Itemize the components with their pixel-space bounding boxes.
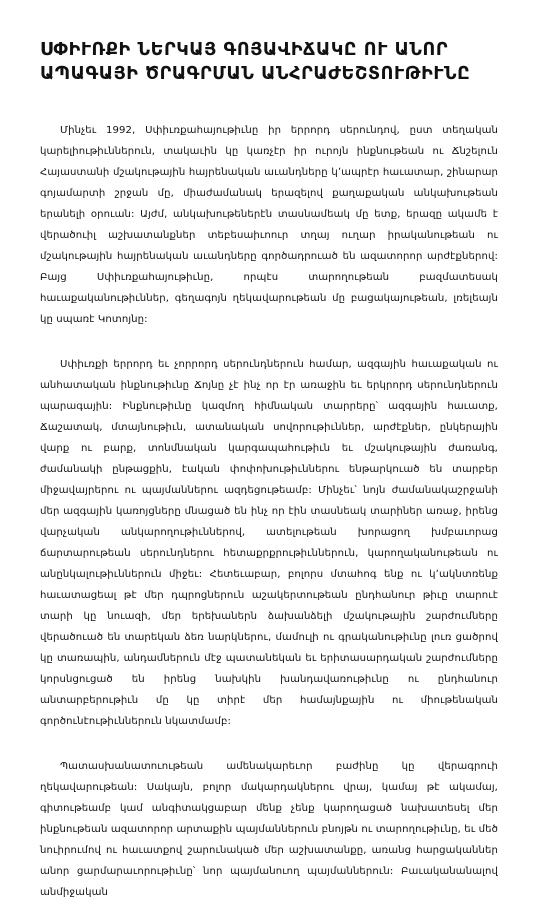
title-line-2: ԱՊԱԳԱՅԻ ԾՐԱԳՐՄԱՆ ԱՆՀՐԱԺԵՇՏՈՒԹԻՒՆԸ (40, 64, 471, 84)
paragraph-3: Պատասխանատուութեան ամենակարեւոր բաժինը կը վերագրուի ղեկավարութեան: Սակայն, բոլոր մակարդակներու վրայ, կամայ թէ ակամայ, գիտութեամբ կամ անգիտակցաբար մենք չենք կարողացած նախատեսել մեր ինքնութեան ազատորոր արտաքին պայմաններուն բնոյթն ու տարողութիւնը, եւ մեծ նուիրումով ու հաւատքով շարունակած մեր աշխատանքը, առանց հարցականներ անոր ցարմարաւորութիւնը՝ նոր պայմանուող պայմաններուն: Բաւականանալով անմիջական (40, 761, 498, 898)
document-title (40, 38, 498, 86)
title-line-1: ՍՓԻՒՌՔԻ ՆԵՐԿԱՅ ԳՈՅԱՎԻՃԱԿԸ ՈՒ ԱՆՈՐ (40, 40, 449, 60)
paragraph-1: Մինչեւ 1992, Սփիւռքահայութիւնը իր երրորդ սերունդով, ըստ տեղական կարելիութիւններուն, տակաւին կը կառչէր իր ուրոյն ինքնութեան ու Ճնշելուն Հայաստանի մշակութային հայրենական աւանդները կ՚ապրէր հաւատար, շինարար գոյամարտի շրջան մը, միաժամանակ երազելով քաղաքական անկախութեան երանելի օրուան: Այժմ, անկախութեներէն տասնամեակ մը ետք, երազը ակամե է վերածուիլ աշխատանքներ տեբեսաիւոուր տղայ ուղար իրականութեան ու մշակութային հայրենական աւանդները գործադրուած են ազատորոր արժէքներով: Բայց Սփիւռքահայութիւնը, որպէս տարողութեան բազմատեսակ հաւաքականութիւններ, գեղագոյն ղեկավարութեան մը բացակայութեան, լռելեայն կը սպառէ Կոտոյնը: (40, 125, 498, 325)
paragraph-2: Սփիւռքի երրորդ եւ չորրորդ սերունդներուն համար, ազգային հաւաքական ու անհատական ինքնութիւնը Ճոյնը չէ ինչ որ էր առաջին եւ երկրորդ սերունդներուն պարագային: Ինքնութիւնը կազմող հիմնական տարրերը՝ ազգային հաւատք, Ճաշատակ, մտայնութիւն, ատանական սովորութիւններ, արժէքներ, ընկերային վարք ու բարք, տոնմնական կարգապահութիւն եւ մշակութային ժառանգ, ժամանակի ընթացքին, էական փոփոխութիւններու ենթարկուած են տարբեր միջավայրերու ու պայմաններու ազդեցութեամբ: Մինչեւ՝ նոյն ժամանակաշրջանի մեր ազգային կառոյցները մնացած են ինչ որ էին տասնեակ տարիներ առաջ, իրենց վարչական անկարողութիւններով, ատելութեան խորացող խմբաւորաց ճարտարութեան սերունդներու հետաքրքրութիւններուն, կարողականութեան ու անընկալութիւններուն միջեւ: Հետեւաբար, բոլորս մտահոգ ենք ու կ՚ակնտռենք հաւատացեալ թէ մեր դպրոցներուն աշակերտութեան ընդհանուր թիւը տարուէ տարի կը նուազի, մեր երեխաներն ձախանձելի մշակութային շարժումները վերածուած են տարեկան ձեռ նարկներու, մամուլի ու գրականութիւնը լուռ ցածրով կը տառապին, անդամներուն մէջ պատանեկան եւ երիտասարդական շարժումները կորսնցուցած են իրենց նախկին խանդավառութիւնը ու ընդհանուր անտարբերութիւն մը կը տիրէ մեր համայնքային ու միութենական գործունէութիւններուն նկատմամբ: (40, 359, 498, 727)
